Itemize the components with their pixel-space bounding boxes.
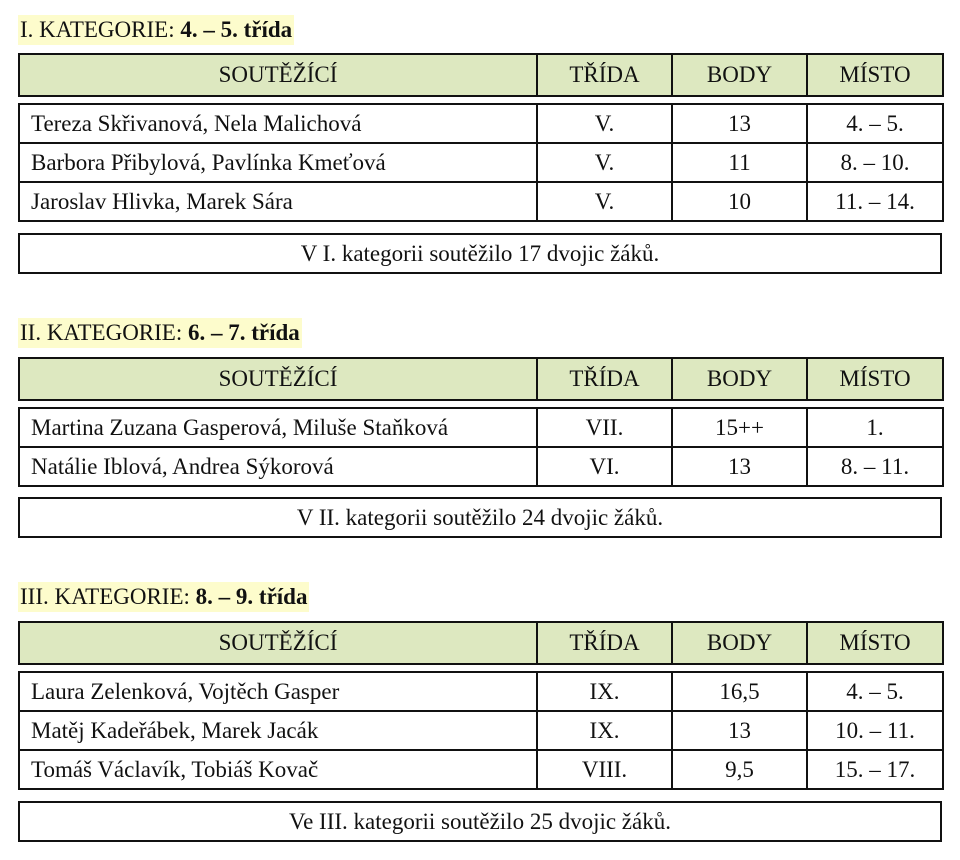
cell-name: Martina Zuzana Gasperová, Miluše Staňková xyxy=(19,408,537,447)
spacer-row xyxy=(19,664,943,672)
cell-misto: 4. – 5. xyxy=(807,104,943,143)
cell-name: Tomáš Václavík, Tobiáš Kovač xyxy=(19,750,537,789)
cell-misto: 15. – 17. xyxy=(807,750,943,789)
category-2-grade: 6. – 7. třída xyxy=(188,320,300,345)
table-header xyxy=(19,622,943,664)
category-1-grade: 4. – 5. třída xyxy=(180,17,293,42)
header-body: BODY xyxy=(672,54,807,96)
cell-trida: IX. xyxy=(537,672,672,711)
header-body: BODY xyxy=(672,358,807,400)
header-misto: MÍSTO xyxy=(807,358,943,400)
table-row xyxy=(19,750,943,789)
cell-body: 15++ xyxy=(672,408,807,447)
table-row xyxy=(19,182,943,221)
table-header xyxy=(19,54,943,96)
category-1-summary: V I. kategorii soutěžilo 17 dvojic žáků. xyxy=(18,233,942,274)
header-misto: MÍSTO xyxy=(807,622,943,664)
cell-misto: 10. – 11. xyxy=(807,711,943,750)
cell-body: 9,5 xyxy=(672,750,807,789)
cell-trida: V. xyxy=(537,104,672,143)
cell-trida: VII. xyxy=(537,408,672,447)
cell-trida: VI. xyxy=(537,447,672,486)
cell-trida: V. xyxy=(537,143,672,182)
table-row xyxy=(19,672,943,711)
cell-body: 13 xyxy=(672,711,807,750)
category-3-table xyxy=(18,621,944,790)
cell-misto: 8. – 10. xyxy=(807,143,943,182)
cell-name: Natálie Iblová, Andrea Sýkorová xyxy=(19,447,537,486)
header-misto: MÍSTO xyxy=(807,54,943,96)
cell-body: 13 xyxy=(672,447,807,486)
table-row xyxy=(19,408,943,447)
cell-body: 13 xyxy=(672,104,807,143)
table-row xyxy=(19,143,943,182)
category-1-title: I. KATEGORIE: 4. – 5. třída xyxy=(18,15,294,45)
category-3-summary: Ve III. kategorii soutěžilo 25 dvojic žáků. xyxy=(18,801,942,842)
cell-misto: 8. – 11. xyxy=(807,447,943,486)
cell-name: Matěj Kadeřábek, Marek Jacák xyxy=(19,711,537,750)
cell-body: 10 xyxy=(672,182,807,221)
category-2-title: II. KATEGORIE: 6. – 7. třída xyxy=(18,318,302,348)
cell-name: Jaroslav Hlivka, Marek Sára xyxy=(19,182,537,221)
category-1-table xyxy=(18,53,944,222)
cell-name: Barbora Přibylová, Pavlínka Kmeťová xyxy=(19,143,537,182)
category-3-title: III. KATEGORIE: 8. – 9. třída xyxy=(18,582,309,612)
table-row xyxy=(19,447,943,486)
spacer-row xyxy=(19,400,943,408)
cell-body: 11 xyxy=(672,143,807,182)
cell-trida: V. xyxy=(537,182,672,221)
header-soutezici: SOUTĚŽÍCÍ xyxy=(19,358,537,400)
cell-misto: 11. – 14. xyxy=(807,182,943,221)
cell-trida: VIII. xyxy=(537,750,672,789)
cell-trida: IX. xyxy=(537,711,672,750)
table-header xyxy=(19,358,943,400)
header-trida: TŘÍDA xyxy=(537,54,672,96)
category-2-table xyxy=(18,357,944,487)
cell-misto: 4. – 5. xyxy=(807,672,943,711)
table-row xyxy=(19,711,943,750)
category-3-grade: 8. – 9. třída xyxy=(195,584,308,609)
category-2-summary: V II. kategorii soutěžilo 24 dvojic žáků. xyxy=(18,497,942,538)
cell-body: 16,5 xyxy=(672,672,807,711)
header-body: BODY xyxy=(672,622,807,664)
header-trida: TŘÍDA xyxy=(537,358,672,400)
cell-name: Laura Zelenková, Vojtěch Gasper xyxy=(19,672,537,711)
table-row xyxy=(19,104,943,143)
header-soutezici: SOUTĚŽÍCÍ xyxy=(19,622,537,664)
header-soutezici: SOUTĚŽÍCÍ xyxy=(19,54,537,96)
cell-misto: 1. xyxy=(807,408,943,447)
spacer-row xyxy=(19,96,943,104)
cell-name: Tereza Skřivanová, Nela Malichová xyxy=(19,104,537,143)
header-trida: TŘÍDA xyxy=(537,622,672,664)
